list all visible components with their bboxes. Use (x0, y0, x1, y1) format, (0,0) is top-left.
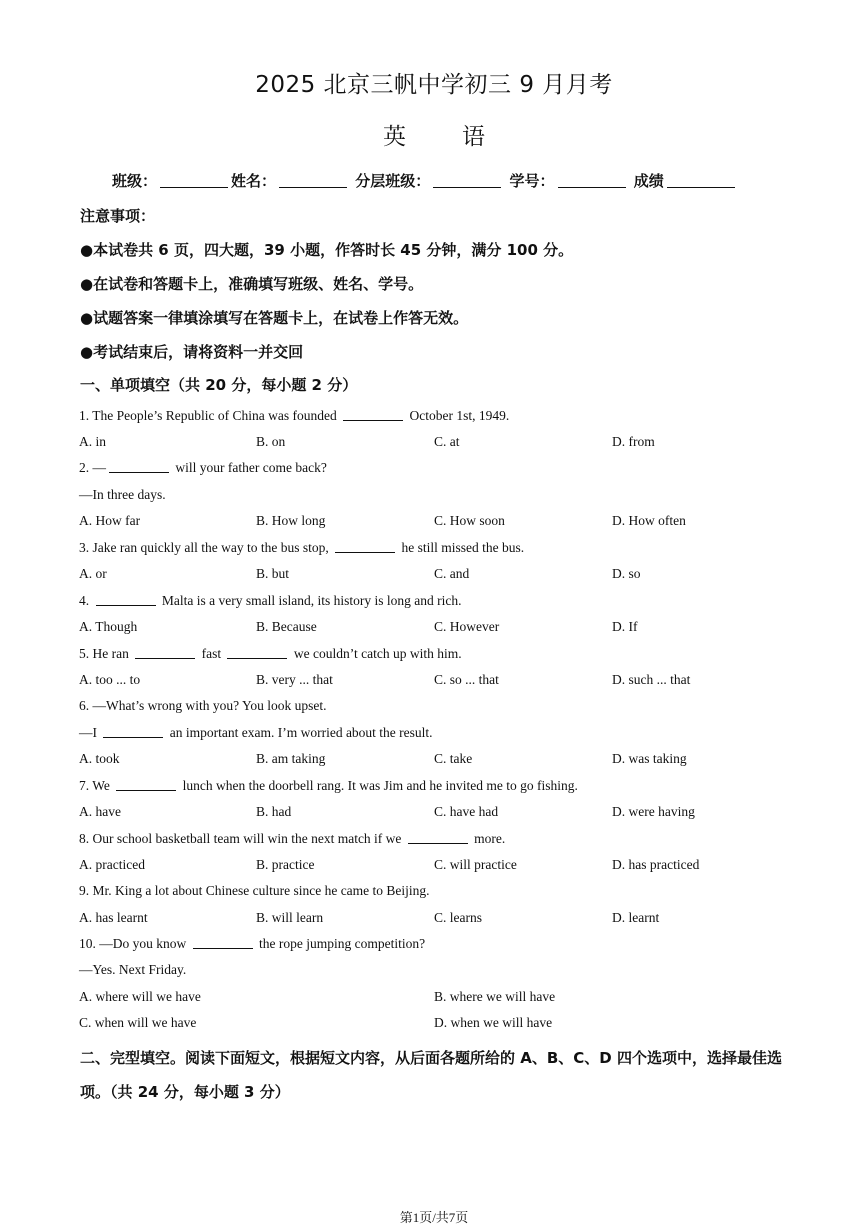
answer-blank (103, 725, 163, 738)
option-c: C. at (434, 434, 460, 449)
level-class-label: 分层班级： (355, 172, 431, 190)
question-stem: 7. We lunch when the doorbell rang. It was Jim and he invited me to go fishing. (79, 778, 578, 793)
option-d: D. when we will have (434, 1015, 553, 1030)
option-a: A. too ... to (79, 672, 141, 687)
question-stem: 3. Jake ran quickly all the way to the bus stop, he still missed the bus. (79, 540, 525, 555)
option-d: D. If (612, 619, 638, 634)
answer-blank (116, 778, 176, 791)
answer-blank (335, 540, 395, 553)
option-b: B. practice (256, 857, 315, 872)
option-c: C. when will we have (79, 1015, 197, 1030)
option-b: B. Because (256, 619, 317, 634)
name-label: 姓名： (231, 172, 277, 190)
option-b: B. had (256, 804, 292, 819)
option-d: D. learnt (612, 910, 660, 925)
subject-title: 英语 (383, 124, 541, 150)
option-c: C. will practice (434, 857, 517, 872)
section2-title: 二、完型填空。阅读下面短文，根据短文内容，从后面各题所给的 A、B、C、D 四个选项中，选择最佳选项。（共 24 分，每小题 3 分） (80, 1049, 782, 1101)
option-a: A. have (79, 804, 121, 819)
notice-item: ●在试卷和答题卡上，准确填写班级、姓名、学号。 (80, 275, 424, 293)
option-b: B. but (256, 566, 290, 581)
name-blank (279, 173, 347, 188)
option-b: B. am taking (256, 751, 326, 766)
option-d: D. from (612, 434, 655, 449)
option-c: C. How soon (434, 513, 505, 528)
option-c: C. have had (434, 804, 499, 819)
answer-blank (343, 408, 403, 421)
question-stem: 1. The People’s Republic of China was founded October 1st, 1949. (79, 408, 510, 423)
question-stem: 6. —What’s wrong with you? You look upset. (79, 698, 327, 713)
question-stem: 5. He ran fast we couldn’t catch up with him. (79, 646, 462, 661)
score-blank (667, 173, 735, 188)
notice-heading: 注意事项： (80, 207, 156, 225)
class-blank (160, 173, 228, 188)
question-stem: 9. Mr. King a lot about Chinese culture since he came to Beijing. (79, 883, 430, 898)
option-c: C. so ... that (434, 672, 499, 687)
notice-item: ●考试结束后，请将资料一并交回 (80, 343, 304, 361)
answer-blank (135, 646, 195, 659)
option-b: B. How long (256, 513, 326, 528)
option-b: B. will learn (256, 910, 324, 925)
option-a: A. or (79, 566, 107, 581)
option-a: A. in (79, 434, 106, 449)
option-c: C. learns (434, 910, 482, 925)
question-stem: 8. Our school basketball team will win the next match if we more. (79, 831, 506, 846)
option-d: D. so (612, 566, 641, 581)
score-label: 成绩 (633, 172, 664, 190)
question-reply: —I an important exam. I’m worried about the result. (79, 725, 433, 740)
option-c: C. take (434, 751, 473, 766)
option-b: B. very ... that (256, 672, 333, 687)
option-c: C. and (434, 566, 470, 581)
question-reply: —In three days. (79, 487, 166, 502)
notice-item: ●试题答案一律填涂填写在答题卡上，在试卷上作答无效。 (80, 309, 469, 327)
page-number: 第1页/共7页 (399, 1210, 469, 1225)
student-id-blank (558, 173, 626, 188)
question-stem: 4. Malta is a very small island, its history is long and rich. (79, 593, 462, 608)
option-b: B. on (256, 434, 286, 449)
level-class-blank (433, 173, 501, 188)
answer-blank (193, 936, 253, 949)
option-d: D. has practiced (612, 857, 700, 872)
question-stem: 2. — will your father come back? (79, 460, 327, 475)
option-c: C. However (434, 619, 500, 634)
answer-blank (408, 831, 468, 844)
section1-title: 一、单项填空（共 20 分，每小题 2 分） (80, 376, 358, 394)
student-info-row (112, 170, 738, 191)
option-a: A. Though (79, 619, 138, 634)
option-d: D. such ... that (612, 672, 691, 687)
question-reply: —Yes. Next Friday. (79, 962, 187, 977)
answer-blank (96, 593, 156, 606)
option-a: A. How far (79, 513, 141, 528)
class-label: 班级： (112, 172, 158, 190)
notice-item: ●本试卷共 6 页，四大题，39 小题，作答时长 45 分钟，满分 100 分。 (80, 241, 574, 259)
option-d: D. How often (612, 513, 686, 528)
option-a: A. took (79, 751, 120, 766)
answer-blank (109, 460, 169, 473)
option-a: A. practiced (79, 857, 145, 872)
option-a: A. has learnt (79, 910, 148, 925)
student-id-label: 学号： (509, 172, 555, 190)
option-a: A. where will we have (79, 989, 201, 1004)
option-d: D. were having (612, 804, 695, 819)
question-stem: 10. —Do you know the rope jumping competition? (79, 936, 426, 951)
exam-title: 2025 北京三帆中学初三 9 月月考 (255, 72, 613, 98)
answer-blank (227, 646, 287, 659)
option-b: B. where we will have (434, 989, 556, 1004)
option-d: D. was taking (612, 751, 687, 766)
